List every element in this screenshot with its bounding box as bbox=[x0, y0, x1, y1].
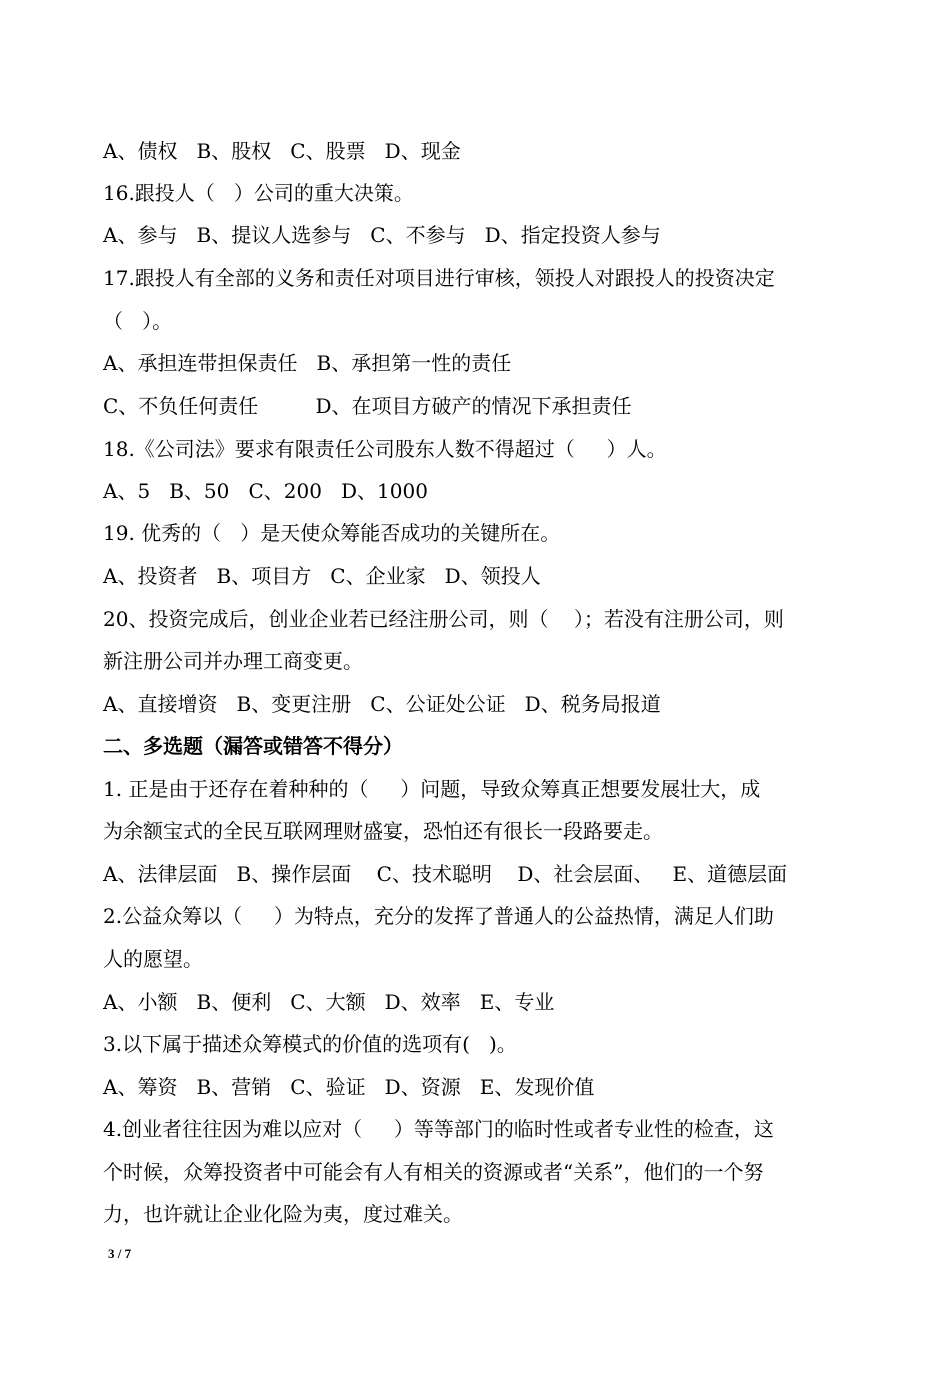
question-20-line-1: 20、投资完成后，创业企业若已经注册公司，则（ ）；若没有注册公司，则 bbox=[103, 607, 784, 631]
option-line-mc2: A、小额 B、便利 C、大额 D、效率 E、专业 bbox=[103, 990, 555, 1014]
question-18: 18.《公司法》要求有限责任公司股东人数不得超过（ ）人。 bbox=[103, 437, 667, 461]
mc-question-2-line-1: 2.公益众筹以（ ）为特点，充分的发挥了普通人的公益热情，满足人们助 bbox=[103, 904, 774, 928]
page-current: 3 bbox=[108, 1246, 115, 1261]
mc-question-4-line-1: 4.创业者往往因为难以应对（ ）等等部门的临时性或者专业性的检查，这 bbox=[103, 1117, 774, 1141]
option-line-q15: A、债权 B、股权 C、股票 D、现金 bbox=[103, 139, 461, 163]
option-line-q17-cd: C、不负任何责任 D、在项目方破产的情况下承担责任 bbox=[103, 394, 632, 418]
option-line-q17-ab: A、承担连带担保责任 B、承担第一性的责任 bbox=[103, 351, 512, 375]
page-number bbox=[108, 1246, 131, 1262]
mc-question-1-line-2: 为余额宝式的全民互联网理财盛宴，恐怕还有很长一段路要走。 bbox=[103, 819, 663, 843]
option-line-q19: A、投资者 B、项目方 C、企业家 D、领投人 bbox=[103, 564, 541, 588]
mc-question-4-line-2: 个时候，众筹投资者中可能会有人有相关的资源或者“关系”，他们的一个努 bbox=[103, 1160, 764, 1184]
question-19: 19. 优秀的（ ）是天使众筹能否成功的关键所在。 bbox=[103, 521, 561, 545]
option-line-mc3: A、筹资 B、营销 C、验证 D、资源 E、发现价值 bbox=[103, 1075, 595, 1099]
question-16: 16.跟投人（ ）公司的重大决策。 bbox=[103, 181, 414, 205]
page-separator: / bbox=[114, 1246, 125, 1261]
option-line-mc1: A、法律层面 B、操作层面 C、技术聪明 D、社会层面、 E、道德层面 bbox=[103, 862, 788, 886]
option-line-q16: A、参与 B、提议人选参与 C、不参与 D、指定投资人参与 bbox=[103, 223, 661, 247]
question-20-line-2: 新注册公司并办理工商变更。 bbox=[103, 649, 363, 673]
option-line-q20: A、直接增资 B、变更注册 C、公证处公证 D、税务局报道 bbox=[103, 692, 661, 716]
question-17-line-2: （ ）。 bbox=[103, 309, 173, 333]
mc-question-3: 3.以下属于描述众筹模式的价值的选项有( )。 bbox=[103, 1032, 517, 1056]
mc-question-1-line-1: 1. 正是由于还存在着种种的（ ）问题，导致众筹真正想要发展壮大，成 bbox=[103, 777, 761, 801]
mc-question-4-line-3: 力，也许就让企业化险为夷，度过难关。 bbox=[103, 1202, 463, 1226]
option-line-q18: A、5 B、50 C、200 D、1000 bbox=[103, 479, 428, 503]
page-total: 7 bbox=[124, 1246, 132, 1261]
question-17-line-1: 17.跟投人有全部的义务和责任对项目进行审核，领投人对跟投人的投资决定 bbox=[103, 266, 775, 290]
mc-question-2-line-2: 人的愿望。 bbox=[103, 947, 203, 971]
section-heading-multiple-choice: 二、多选题（漏答或错答不得分） bbox=[103, 734, 403, 758]
